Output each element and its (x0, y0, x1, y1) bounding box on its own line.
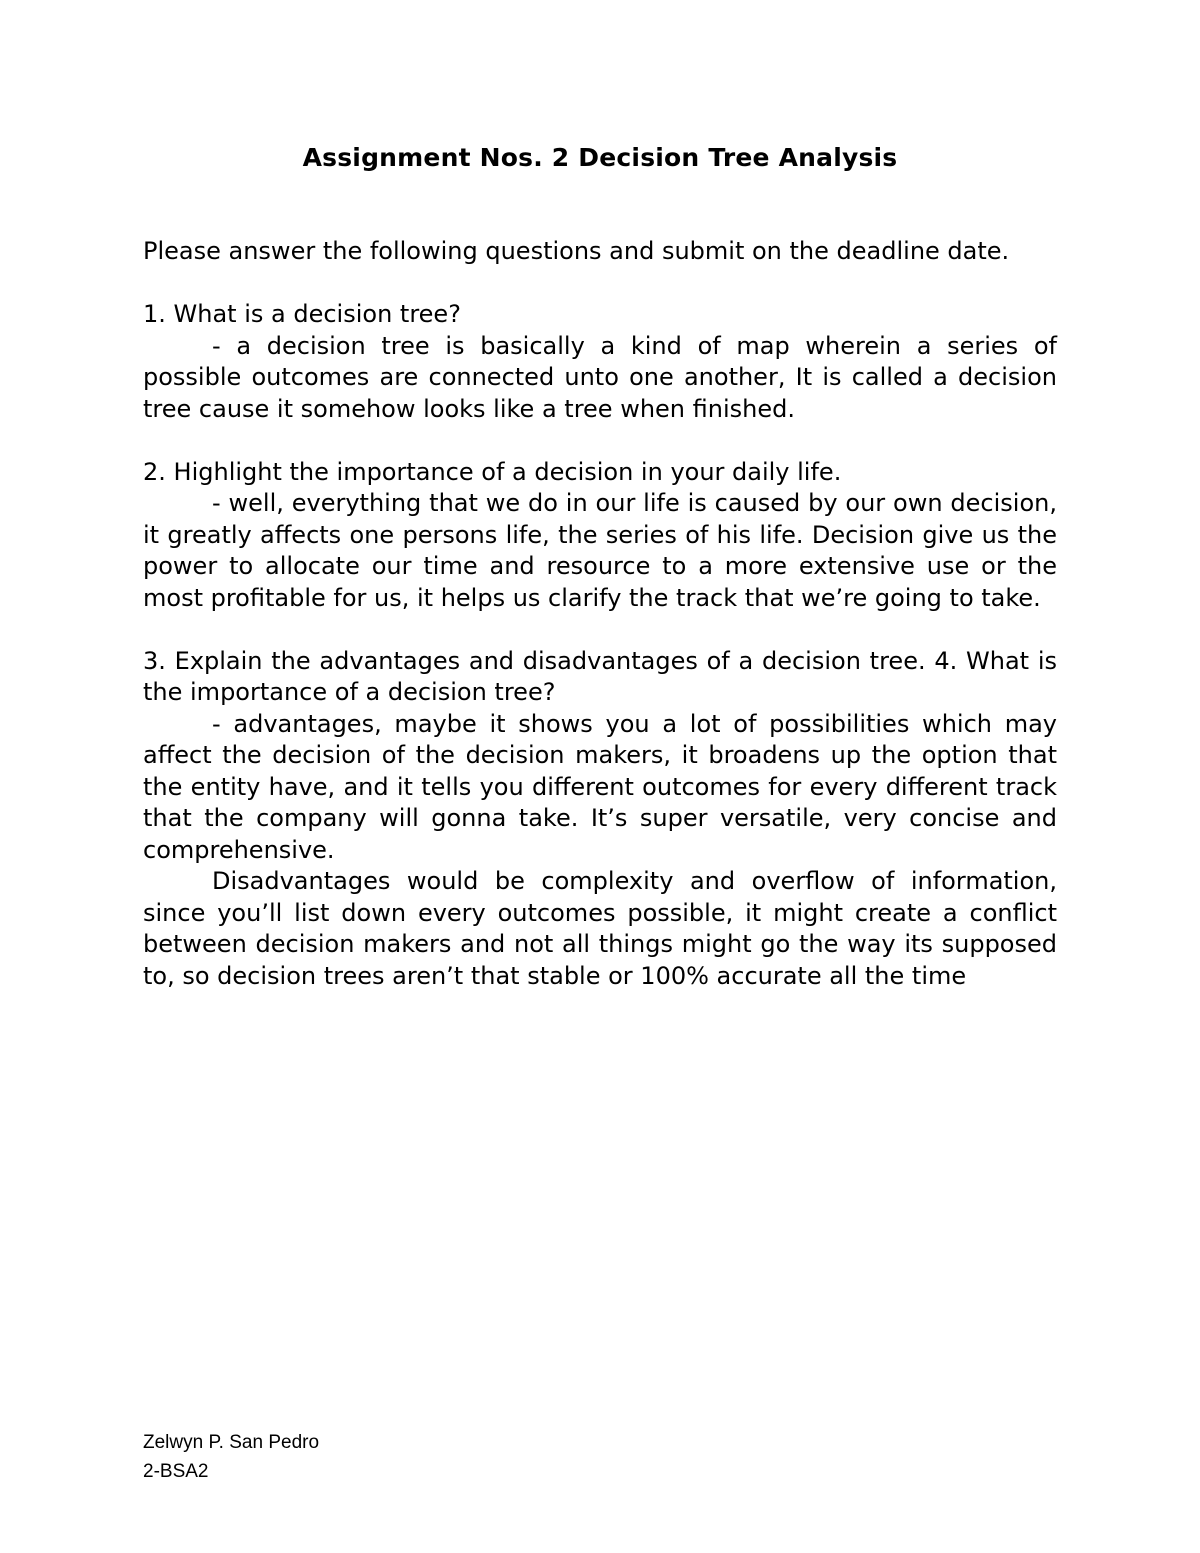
answer-3-advantages: - advantages, maybe it shows you a lot of possibilities which may affect the decision of the decision makers, it broadens up the option that the entity have, and it tells you different outcomes for every different track that the company will gonna take. It’s super versatile, very concise and comprehensive. (143, 709, 1057, 864)
question-2: 2. Highlight the importance of a decision in your daily life. (143, 457, 842, 486)
answer-1: - a decision tree is basically a kind of map wherein a series of possible outcomes are connected unto one another, It is called a decision tree cause it somehow looks like a tree when finished. (143, 331, 1057, 423)
document-body (143, 236, 1057, 992)
author-footer (143, 1428, 319, 1486)
document-title: Assignment Nos. 2 Decision Tree Analysis (302, 143, 898, 172)
question-3: 3. Explain the advantages and disadvantages of a decision tree. 4. What is the importance of a decision tree? (143, 646, 1057, 706)
author-section: 2-BSA2 (143, 1461, 209, 1482)
author-name: Zelwyn P. San Pedro (143, 1432, 320, 1453)
answer-3-disadvantages: Disadvantages would be complexity and overflow of information, since you’ll list down every outcomes possible, it might create a conflict between decision makers and not all things might go the way its supposed to, so decision trees aren’t that stable or 100% accurate all the time (143, 867, 1057, 990)
intro-paragraph: Please answer the following questions and submit on the deadline date. (143, 237, 1010, 265)
question-1: 1. What is a decision tree? (143, 300, 461, 328)
answer-2: - well, everything that we do in our life is caused by our own decision, it greatly affects one persons life, the series of his life. Decision give us the power to allocate our time and resource to a more extensive use or the most profitable for us, it helps us clarify the track that we’re going to take. (143, 489, 1057, 612)
